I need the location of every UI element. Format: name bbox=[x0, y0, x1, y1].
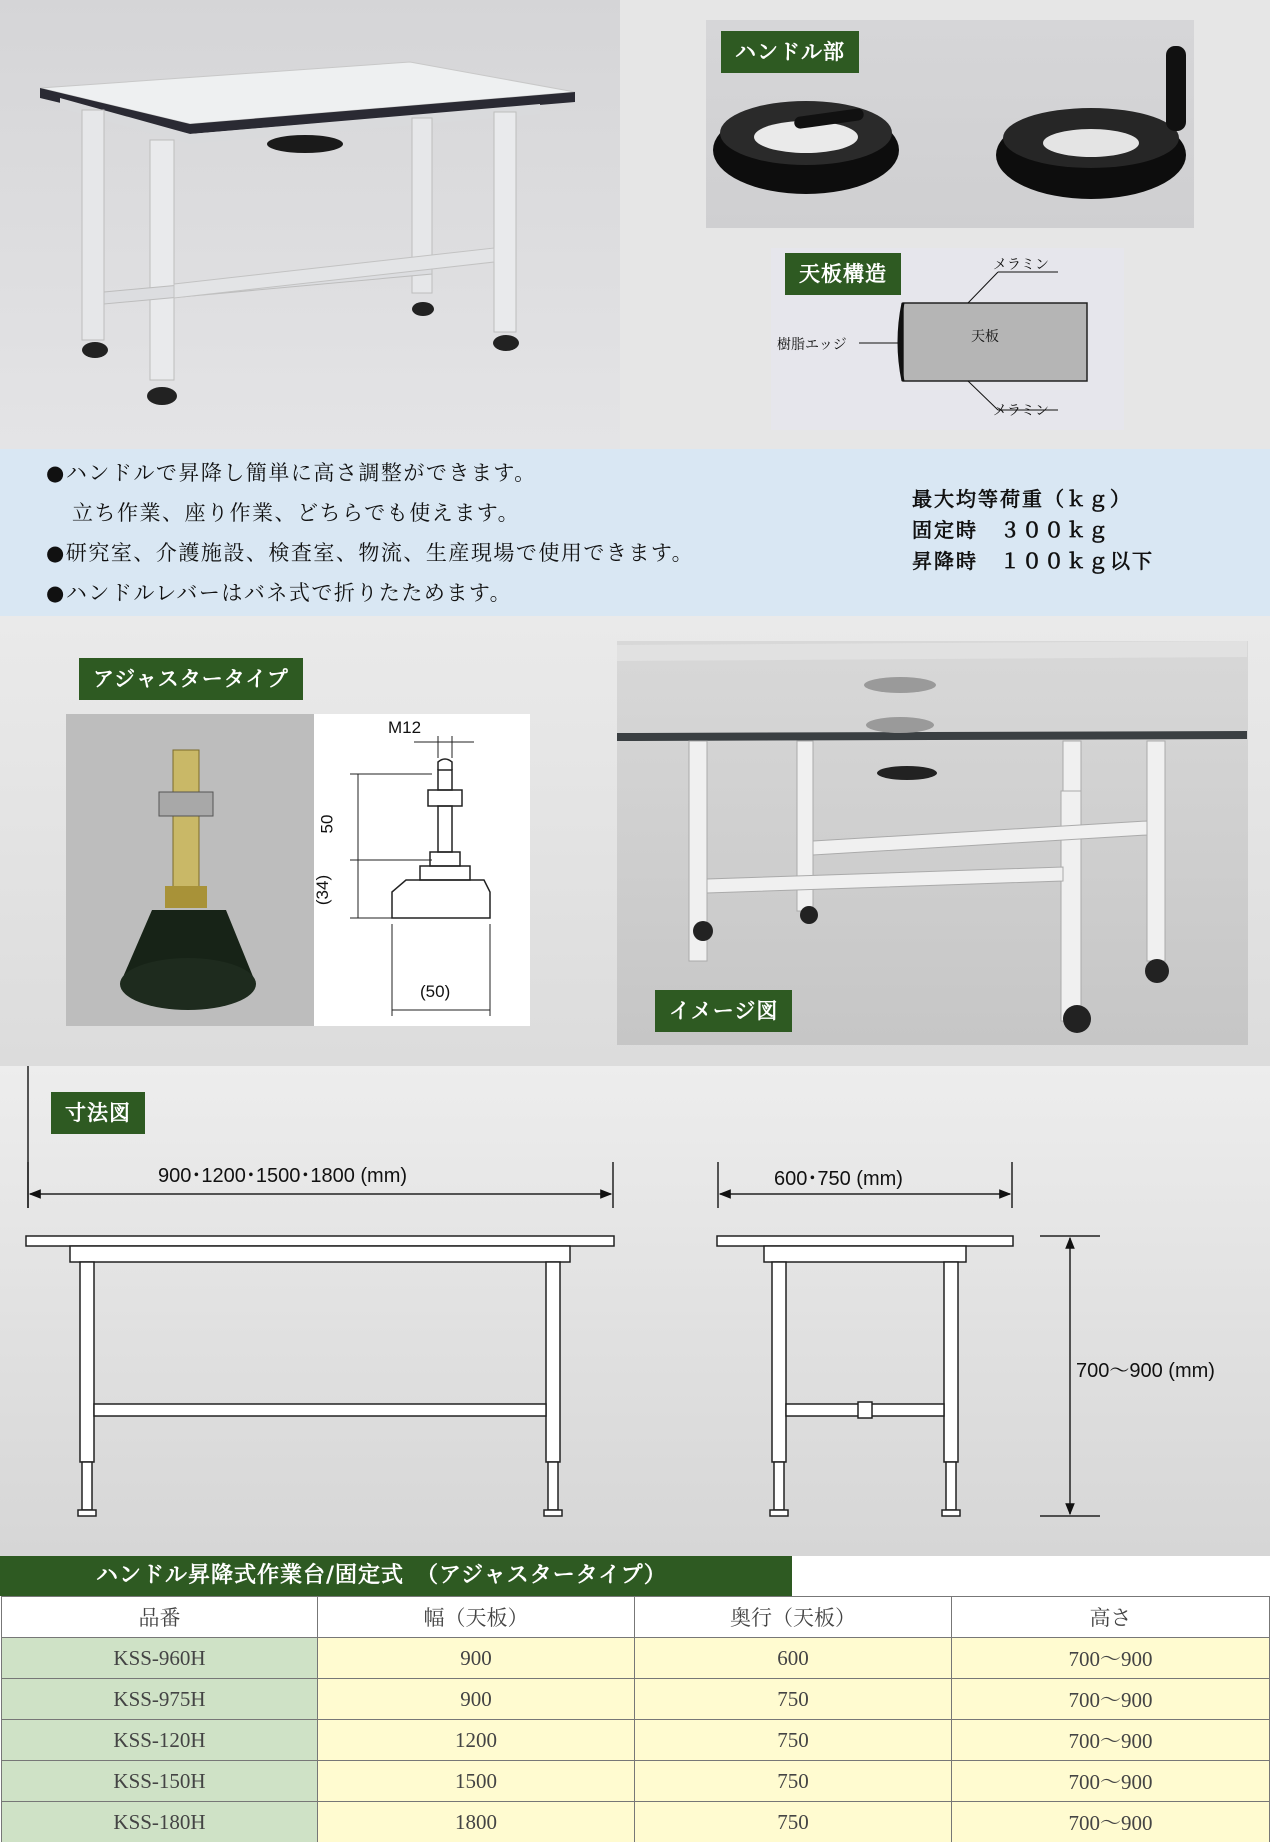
adjuster-foot-illustration bbox=[66, 714, 314, 1026]
table-cell: 700～900 bbox=[952, 1638, 1270, 1679]
width-dimension: 900･1200･1500･1800 (mm) bbox=[158, 1165, 408, 1187]
dim-50-label: 50 bbox=[317, 814, 337, 834]
handle-label: ハンドル部 bbox=[721, 31, 859, 73]
adjuster-drawing bbox=[314, 714, 530, 1026]
table-header-row bbox=[2, 1597, 1270, 1638]
resin-edge-label: 樹脂エッジ bbox=[777, 337, 847, 353]
adjuster-photo bbox=[66, 714, 314, 1026]
table-cell: 750 bbox=[635, 1802, 952, 1842]
table-row bbox=[2, 1638, 1270, 1679]
load-fixed: 固定時 ３００ｋｇ bbox=[912, 518, 1110, 542]
table-cell: 900 bbox=[318, 1679, 635, 1720]
spec-table-wrap bbox=[1, 1596, 1270, 1842]
lifting-image-illustration bbox=[617, 641, 1248, 1045]
tabletop-label: 天板構造 bbox=[785, 253, 901, 295]
header-cell: 奥行（天板） bbox=[635, 1597, 952, 1638]
dim-50b-label: (50) bbox=[420, 982, 451, 1001]
model-cell: KSS-975H bbox=[2, 1679, 318, 1720]
load-title: 最大均等荷重（ｋｇ） bbox=[912, 487, 1132, 511]
adjuster-dimension-drawing bbox=[314, 714, 530, 1026]
model-cell: KSS-180H bbox=[2, 1802, 318, 1842]
image-label: イメージ図 bbox=[655, 990, 792, 1032]
model-cell: KSS-150H bbox=[2, 1761, 318, 1802]
header-cell: 高さ bbox=[952, 1597, 1270, 1638]
table-cell: 700～900 bbox=[952, 1720, 1270, 1761]
dimension-section bbox=[0, 1066, 1270, 1556]
table-cell: 600 bbox=[635, 1638, 952, 1679]
table-cell: 750 bbox=[635, 1679, 952, 1720]
spec-table bbox=[1, 1596, 1270, 1842]
depth-dimension: 600･750 (mm) bbox=[774, 1168, 903, 1190]
melamine-top-label: メラミン bbox=[993, 257, 1049, 273]
adjuster-label: アジャスタータイプ bbox=[79, 658, 303, 700]
height-dimension: 700～900 (mm) bbox=[1076, 1360, 1215, 1382]
feature-line-4: ●ハンドルレバーはバネ式で折りたためます。 bbox=[46, 581, 513, 605]
table-row bbox=[2, 1802, 1270, 1842]
feature-description bbox=[0, 449, 1270, 616]
table-cell: 1800 bbox=[318, 1802, 635, 1842]
table-cell: 1200 bbox=[318, 1720, 635, 1761]
melamine-bottom-label: メラミン bbox=[993, 403, 1049, 419]
table-row bbox=[2, 1679, 1270, 1720]
feature-line-1: ●ハンドルで昇降し簡単に高さ調整ができます。 bbox=[46, 461, 537, 485]
workbench-illustration bbox=[0, 0, 620, 449]
workbench-photo bbox=[0, 0, 620, 449]
model-cell: KSS-120H bbox=[2, 1720, 318, 1761]
table-cell: 700～900 bbox=[952, 1761, 1270, 1802]
spec-table-title: ハンドル昇降式作業台/固定式 （アジャスタータイプ） bbox=[0, 1556, 792, 1596]
board-label: 天板 bbox=[971, 329, 999, 345]
table-cell: 1500 bbox=[318, 1761, 635, 1802]
m12-label: M12 bbox=[388, 718, 422, 737]
model-cell: KSS-960H bbox=[2, 1638, 318, 1679]
dim-34-label: (34) bbox=[313, 874, 333, 906]
dimension-drawing bbox=[0, 1066, 1270, 1556]
table-row bbox=[2, 1761, 1270, 1802]
header-cell: 幅（天板） bbox=[318, 1597, 635, 1638]
header-cell: 品番 bbox=[2, 1597, 318, 1638]
feature-line-3: ●研究室、介護施設、検査室、物流、生産現場で使用できます。 bbox=[46, 541, 695, 565]
image-photo bbox=[617, 641, 1248, 1045]
table-cell: 750 bbox=[635, 1761, 952, 1802]
load-lifting: 昇降時 １００ｋｇ以下 bbox=[912, 549, 1154, 573]
table-cell: 700～900 bbox=[952, 1679, 1270, 1720]
table-row bbox=[2, 1720, 1270, 1761]
table-cell: 900 bbox=[318, 1638, 635, 1679]
dimension-label: 寸法図 bbox=[51, 1092, 145, 1134]
table-cell: 750 bbox=[635, 1720, 952, 1761]
table-cell: 700～900 bbox=[952, 1802, 1270, 1842]
feature-line-2: 立ち作業、座り作業、どちらでも使えます。 bbox=[72, 501, 521, 525]
